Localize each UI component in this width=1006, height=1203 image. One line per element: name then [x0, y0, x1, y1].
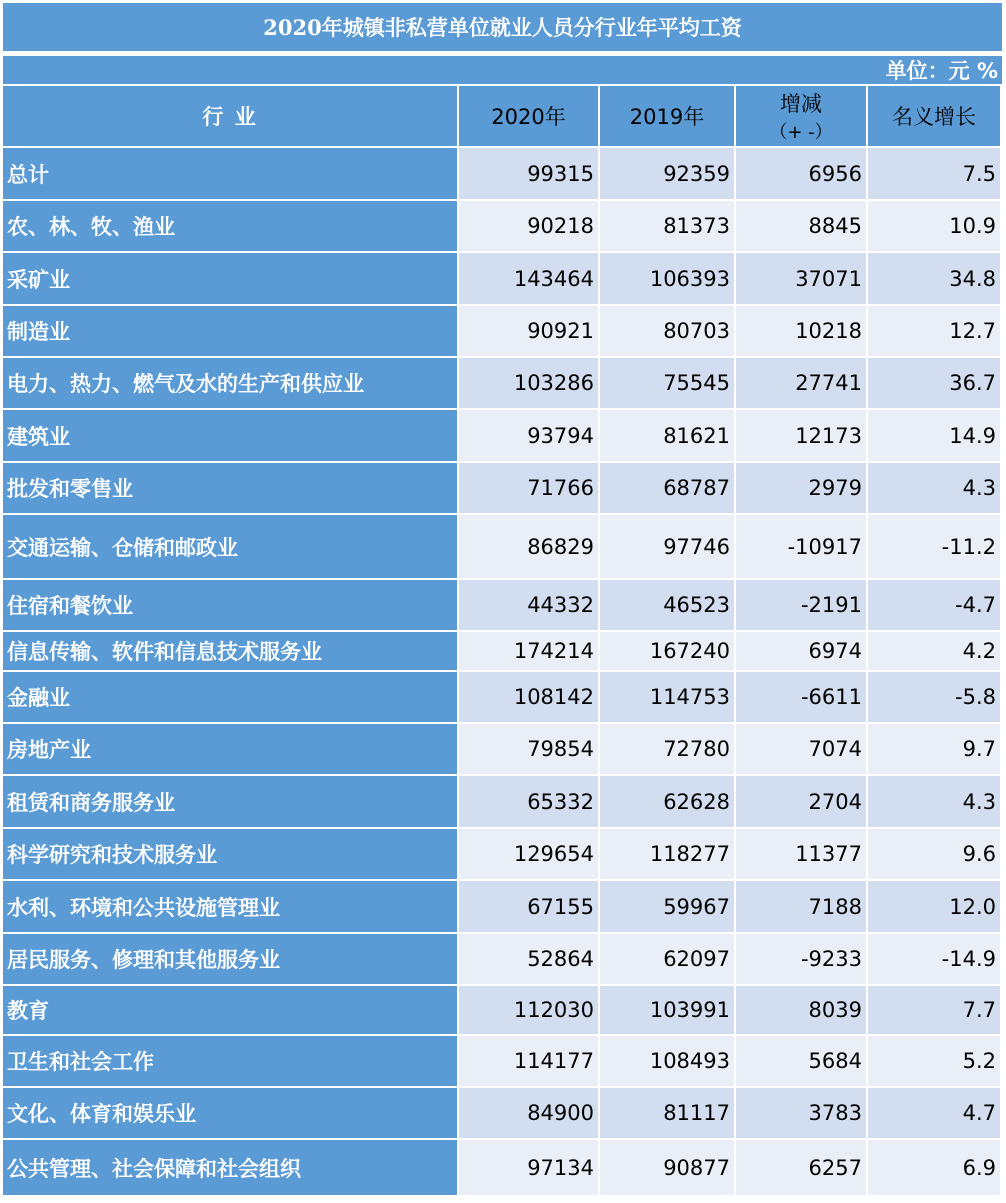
industry-name-cell: 住宿和餐饮业: [3, 580, 459, 632]
value-2020-cell: 86829: [459, 515, 600, 580]
table-row: [3, 358, 1002, 410]
growth-cell: 7.5: [868, 148, 1002, 201]
industry-name-cell: 建筑业: [3, 410, 459, 463]
value-2019-cell: 108493: [600, 1036, 736, 1088]
table-row: [3, 580, 1002, 632]
change-cell: 2704: [736, 776, 868, 829]
industry-name-cell: 采矿业: [3, 253, 459, 306]
industry-name-cell: 总计: [3, 148, 459, 201]
value-2019-cell: 46523: [600, 580, 736, 632]
header-change: [736, 86, 868, 148]
change-cell: 37071: [736, 253, 868, 306]
growth-cell: 6.9: [868, 1140, 1002, 1197]
wage-table: [3, 86, 1002, 1197]
value-2019-cell: 81621: [600, 410, 736, 463]
table-row: [3, 829, 1002, 881]
value-2020-cell: 93794: [459, 410, 600, 463]
industry-name-cell: 批发和零售业: [3, 463, 459, 515]
growth-cell: 14.9: [868, 410, 1002, 463]
table-row: [3, 934, 1002, 986]
change-cell: 3783: [736, 1088, 868, 1140]
value-2020-cell: 114177: [459, 1036, 600, 1088]
growth-cell: -4.7: [868, 580, 1002, 632]
industry-name-cell: 文化、体育和娱乐业: [3, 1088, 459, 1140]
table-title: 2020年城镇非私营单位就业人员分行业年平均工资: [3, 3, 1002, 51]
growth-cell: -5.8: [868, 672, 1002, 724]
growth-cell: -11.2: [868, 515, 1002, 580]
value-2020-cell: 52864: [459, 934, 600, 986]
change-cell: 10218: [736, 306, 868, 358]
value-2020-cell: 67155: [459, 881, 600, 934]
industry-name-cell: 金融业: [3, 672, 459, 724]
value-2019-cell: 167240: [600, 632, 736, 672]
header-row: [3, 86, 1002, 148]
table-row: [3, 463, 1002, 515]
value-2019-cell: 103991: [600, 986, 736, 1036]
table-row: [3, 148, 1002, 201]
header-change-label: 增减: [780, 92, 822, 116]
industry-name-cell: 教育: [3, 986, 459, 1036]
table-row: [3, 632, 1002, 672]
value-2019-cell: 81373: [600, 201, 736, 253]
value-2019-cell: 118277: [600, 829, 736, 881]
growth-cell: 12.0: [868, 881, 1002, 934]
industry-name-cell: 租赁和商务服务业: [3, 776, 459, 829]
table-row: [3, 881, 1002, 934]
header-growth: 名义增长: [868, 86, 1002, 148]
change-cell: -9233: [736, 934, 868, 986]
growth-cell: 4.3: [868, 776, 1002, 829]
growth-cell: 5.2: [868, 1036, 1002, 1088]
table-row: [3, 515, 1002, 580]
change-cell: 8845: [736, 201, 868, 253]
industry-name-cell: 信息传输、软件和信息技术服务业: [3, 632, 459, 672]
industry-name-cell: 交通运输、仓储和邮政业: [3, 515, 459, 580]
industry-name-cell: 居民服务、修理和其他服务业: [3, 934, 459, 986]
industry-name-cell: 制造业: [3, 306, 459, 358]
industry-name-cell: 科学研究和技术服务业: [3, 829, 459, 881]
header-industry: 行 业: [3, 86, 459, 148]
change-cell: 2979: [736, 463, 868, 515]
value-2020-cell: 79854: [459, 724, 600, 776]
value-2020-cell: 174214: [459, 632, 600, 672]
value-2019-cell: 92359: [600, 148, 736, 201]
change-cell: 7074: [736, 724, 868, 776]
change-cell: -6611: [736, 672, 868, 724]
value-2019-cell: 62097: [600, 934, 736, 986]
change-cell: 8039: [736, 986, 868, 1036]
value-2020-cell: 65332: [459, 776, 600, 829]
value-2019-cell: 75545: [600, 358, 736, 410]
value-2020-cell: 90921: [459, 306, 600, 358]
growth-cell: 34.8: [868, 253, 1002, 306]
change-cell: 6956: [736, 148, 868, 201]
table-row: [3, 1140, 1002, 1197]
table-row: [3, 672, 1002, 724]
header-change-sub: （+ -）: [769, 122, 833, 143]
value-2019-cell: 114753: [600, 672, 736, 724]
growth-cell: -14.9: [868, 934, 1002, 986]
value-2020-cell: 103286: [459, 358, 600, 410]
table-row: [3, 1036, 1002, 1088]
change-cell: 27741: [736, 358, 868, 410]
growth-cell: 12.7: [868, 306, 1002, 358]
value-2019-cell: 80703: [600, 306, 736, 358]
value-2020-cell: 84900: [459, 1088, 600, 1140]
value-2019-cell: 68787: [600, 463, 736, 515]
value-2019-cell: 81117: [600, 1088, 736, 1140]
table-row: [3, 253, 1002, 306]
change-cell: 11377: [736, 829, 868, 881]
table-row: [3, 776, 1002, 829]
value-2019-cell: 90877: [600, 1140, 736, 1197]
value-2019-cell: 72780: [600, 724, 736, 776]
header-2019: 2019年: [600, 86, 736, 148]
growth-cell: 4.3: [868, 463, 1002, 515]
table-row: [3, 410, 1002, 463]
industry-name-cell: 公共管理、社会保障和社会组织: [3, 1140, 459, 1197]
growth-cell: 9.7: [868, 724, 1002, 776]
industry-name-cell: 房地产业: [3, 724, 459, 776]
change-cell: 12173: [736, 410, 868, 463]
value-2020-cell: 108142: [459, 672, 600, 724]
table-row: [3, 306, 1002, 358]
value-2020-cell: 90218: [459, 201, 600, 253]
value-2020-cell: 99315: [459, 148, 600, 201]
table-body: [3, 148, 1002, 1197]
value-2019-cell: 106393: [600, 253, 736, 306]
growth-cell: 10.9: [868, 201, 1002, 253]
value-2019-cell: 59967: [600, 881, 736, 934]
change-cell: 5684: [736, 1036, 868, 1088]
value-2019-cell: 62628: [600, 776, 736, 829]
value-2020-cell: 129654: [459, 829, 600, 881]
growth-cell: 36.7: [868, 358, 1002, 410]
growth-cell: 9.6: [868, 829, 1002, 881]
growth-cell: 7.7: [868, 986, 1002, 1036]
change-cell: 7188: [736, 881, 868, 934]
table-row: [3, 201, 1002, 253]
change-cell: 6974: [736, 632, 868, 672]
header-2020: 2020年: [459, 86, 600, 148]
table-row: [3, 724, 1002, 776]
value-2020-cell: 112030: [459, 986, 600, 1036]
value-2020-cell: 143464: [459, 253, 600, 306]
table-row: [3, 986, 1002, 1036]
change-cell: -10917: [736, 515, 868, 580]
industry-name-cell: 农、林、牧、渔业: [3, 201, 459, 253]
industry-name-cell: 水利、环境和公共设施管理业: [3, 881, 459, 934]
industry-name-cell: 电力、热力、燃气及水的生产和供应业: [3, 358, 459, 410]
growth-cell: 4.2: [868, 632, 1002, 672]
change-cell: 6257: [736, 1140, 868, 1197]
change-cell: -2191: [736, 580, 868, 632]
table-row: [3, 1088, 1002, 1140]
unit-label: 单位：元 %: [3, 56, 1002, 84]
growth-cell: 4.7: [868, 1088, 1002, 1140]
value-2020-cell: 71766: [459, 463, 600, 515]
value-2020-cell: 97134: [459, 1140, 600, 1197]
value-2020-cell: 44332: [459, 580, 600, 632]
value-2019-cell: 97746: [600, 515, 736, 580]
industry-name-cell: 卫生和社会工作: [3, 1036, 459, 1088]
